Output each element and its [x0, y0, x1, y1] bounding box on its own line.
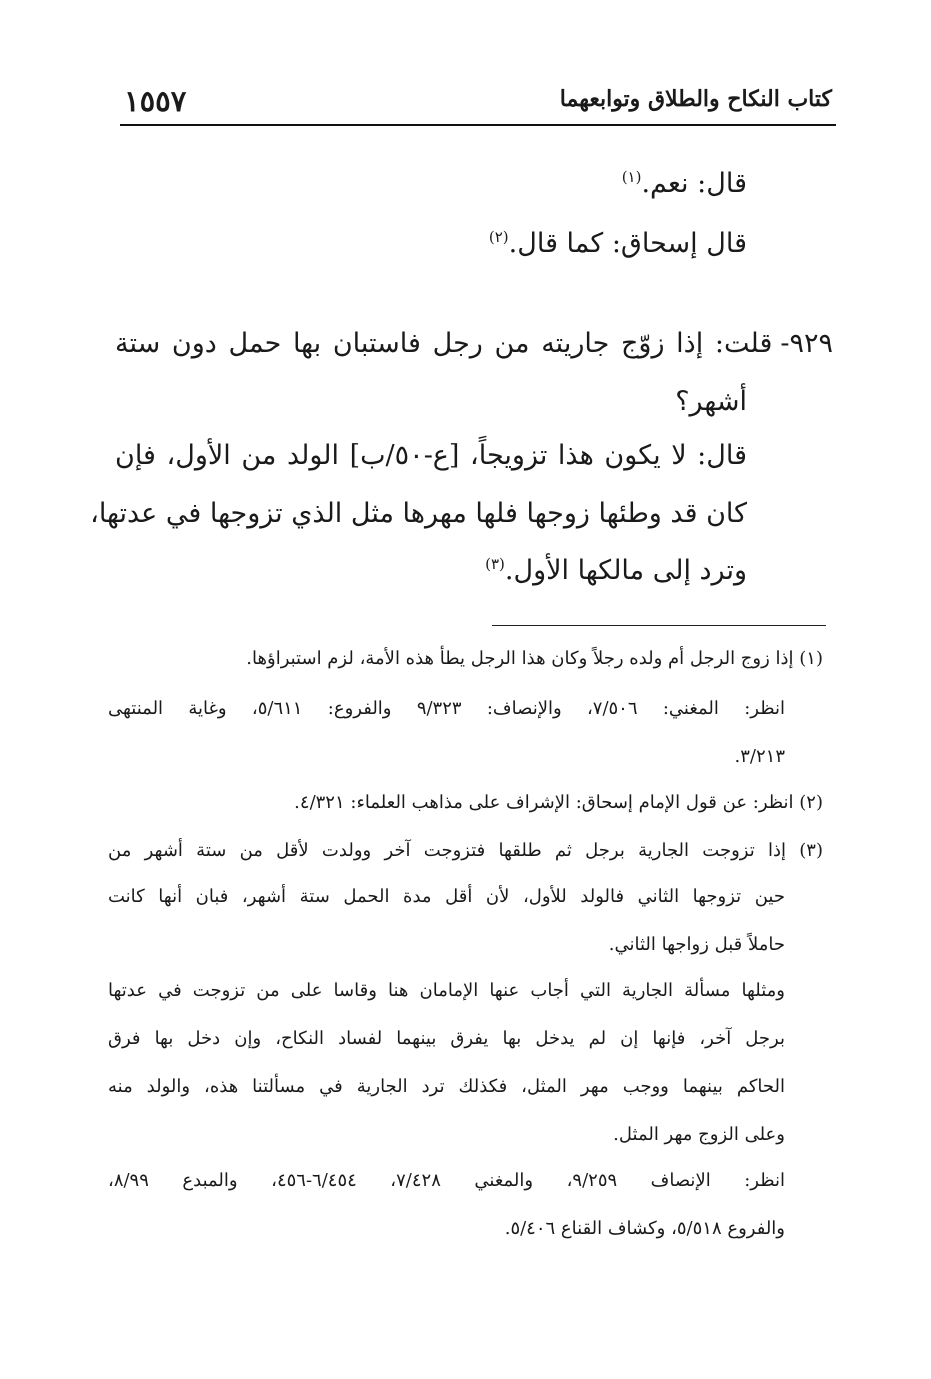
footnote-ref: (٣)	[485, 555, 505, 573]
footnote-3-line: (٣) إذا تزوجت الجارية برجل ثم طلقها فتزوجت آخر وولدت لأقل من ستة أشهر من	[108, 840, 823, 861]
footnote-ref: (١)	[621, 168, 642, 186]
footnote-1-line: ٣/٢١٣.	[734, 746, 785, 767]
text-line: أشهر؟	[675, 386, 747, 417]
footnote-3-line: حاملاً قبل زواجها الثاني.	[608, 934, 785, 955]
question-number: ٩٢٩-	[780, 328, 833, 359]
text-line: قال: لا يكون هذا تزويجاً، [ع-٥٠/ب] الولد من الأول، فإن	[115, 440, 748, 471]
footnote-3-line: انظر: الإنصاف ٩/٢٥٩، والمغني ٧/٤٢٨، ٦/٤٥٤-٤٥٦، والمبدع ٨/٩٩،	[108, 1170, 785, 1191]
text-line: قال: نعم.$^{(١)}$	[621, 168, 747, 199]
footnote-3-line: الحاكم بينهما ووجب مهر المثل، فكذلك ترد الجارية في مسألتنا هذه، والولد منه	[108, 1076, 785, 1097]
footnote-separator	[492, 625, 826, 626]
footnote-1-line: انظر: المغني: ٧/٥٠٦، والإنصاف: ٩/٣٢٣ والفروع: ٥/٦١١، وغاية المنتهى	[108, 698, 785, 719]
footnote-3-line: ومثلها مسألة الجارية التي أجاب عنها الإمامان هنا وقاسا على من تزوجت في عدتها	[108, 980, 785, 1001]
book-title: كتاب النكاح والطلاق وتوابعهما	[559, 86, 832, 112]
footnote-3-line: برجل آخر، فإنها إن لم يدخل بها يفرق بينهما لفساد النكاح، وإن دخل بها فرق	[108, 1028, 785, 1049]
text-line: وترد إلى مالكها الأول.$^{(٣)}$	[485, 555, 747, 586]
footnote-3-line: والفروع ٥/٥١٨، وكشاف القناع ٥/٤٠٦.	[504, 1218, 785, 1239]
page-header	[120, 82, 836, 126]
question-929-line: ٩٢٩-قلت: إذا زوّج جاريته من رجل فاستبان بها حمل دون ستة	[115, 328, 833, 359]
footnote-3-line: حين تزوجها الثاني فالولد للأول، لأن أقل مدة الحمل ستة أشهر، فبان أنها كانت	[108, 886, 785, 907]
text-line: كان قد وطئها زوجها فلها مهرها مثل الذي تزوجها في عدتها،	[90, 498, 747, 529]
footnote-ref: (٢)	[488, 228, 509, 246]
page-number: ١٥٥٧	[124, 84, 187, 118]
footnote-2-line: (٢) انظر: عن قول الإمام إسحاق: الإشراف على مذاهب العلماء: ٤/٣٢١.	[294, 792, 823, 813]
text-line: قال إسحاق: كما قال.$^{(٢)}$	[488, 228, 747, 259]
footnote-3-line: وعلى الزوج مهر المثل.	[613, 1124, 785, 1145]
footnote-1-line: (١) إذا زوج الرجل أم ولده رجلاً وكان هذا الرجل يطأ هذه الأمة، لزم استبراؤها.	[246, 648, 823, 669]
